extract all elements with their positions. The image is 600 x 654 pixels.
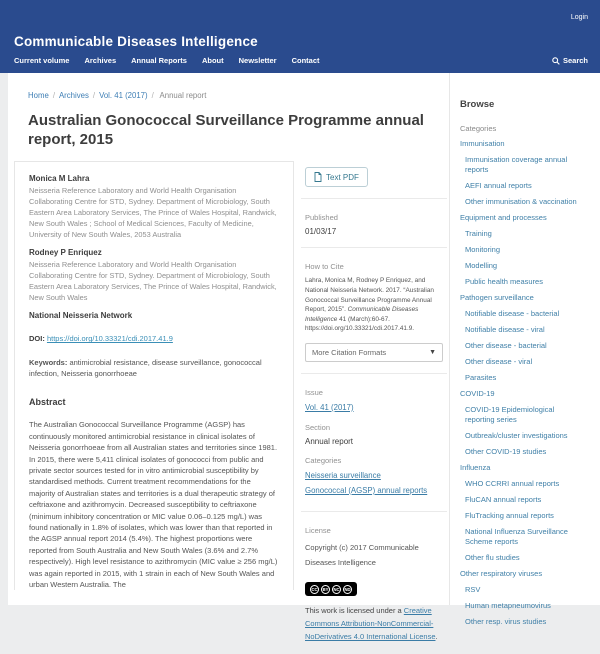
nav-item[interactable]: Newsletter xyxy=(238,56,277,65)
sidebar-category-link[interactable]: Pathogen surveillance xyxy=(460,293,534,302)
doi-row xyxy=(29,334,278,343)
sidebar-category-link[interactable]: Monitoring xyxy=(465,245,501,254)
published-section xyxy=(301,199,447,248)
doi-link[interactable]: https://doi.org/10.33321/cdi.2017.41.9 xyxy=(46,334,173,344)
nav-item[interactable]: Current volume xyxy=(14,56,70,65)
nav-item[interactable]: Archives xyxy=(84,56,117,65)
text-pdf-label: Text PDF xyxy=(326,172,359,182)
section-label: Section xyxy=(305,422,331,432)
sidebar-category-link[interactable]: Influenza xyxy=(460,463,491,472)
how-to-cite-label: How to Cite xyxy=(305,262,344,272)
sidebar-category-link[interactable]: Equipment and processes xyxy=(460,213,547,222)
sidebar-category-link[interactable]: National Influenza Surveillance Scheme reports xyxy=(465,527,568,546)
nav-item[interactable]: Annual Reports xyxy=(131,56,187,65)
author-block xyxy=(29,248,278,303)
cc-symbol-icon: ND xyxy=(344,586,351,592)
sidebar-category-link[interactable]: Other resp. virus studies xyxy=(465,617,547,626)
site-header xyxy=(0,0,600,73)
article-main xyxy=(8,73,449,642)
search-button[interactable] xyxy=(552,56,588,65)
author-block xyxy=(29,174,278,240)
more-citation-formats-label: More Citation Formats xyxy=(312,347,387,357)
browse-heading: Browse xyxy=(460,99,495,110)
breadcrumb-separator: / xyxy=(92,91,96,100)
sidebar-category-link[interactable]: Public health measures xyxy=(465,277,543,286)
cc-license-badge[interactable] xyxy=(305,582,357,596)
sidebar-category-link[interactable]: COVID-19 xyxy=(460,389,495,398)
section-value: Annual report xyxy=(305,436,354,446)
sidebar-categories-label: Categories xyxy=(460,124,497,133)
sidebar-category-link[interactable]: FluTracking annual reports xyxy=(465,511,554,520)
citation-text: Lahra, Monica M, Rodney P Enriquez, and National Neisseria Network. 2017. “Australian Gonococcal Surveillance Programme Annual Report, 2015”. Communicable Diseases Intelligence 41 (March):60-67. https://doi.org/10.33321/cdi.2017.41.9. xyxy=(305,277,434,333)
sidebar-category-link[interactable]: Modelling xyxy=(465,261,498,270)
breadcrumb-separator: / xyxy=(52,91,55,100)
chevron-down-icon: ▼ xyxy=(429,348,436,356)
sidebar-category-link[interactable]: Training xyxy=(465,229,492,238)
more-citation-formats-dropdown[interactable] xyxy=(305,343,443,362)
sidebar-category-link[interactable]: Outbreak/cluster investigations xyxy=(465,431,568,440)
sidebar-category-link[interactable]: Other disease - bacterial xyxy=(465,341,547,350)
category-link[interactable]: Neisseria surveillance xyxy=(305,470,381,480)
license-label: License xyxy=(305,525,331,535)
sidebar-category-link[interactable]: AEFI annual reports xyxy=(465,181,532,190)
nav-item[interactable]: Contact xyxy=(291,56,320,65)
copyright-text: Copyright (c) 2017 Communicable Diseases Intelligence xyxy=(305,542,419,567)
sidebar-category-link[interactable]: Other disease - viral xyxy=(465,357,533,366)
search-icon xyxy=(552,57,560,65)
doi-label: DOI: xyxy=(29,334,45,344)
sidebar-category-link[interactable]: Human metapneumovirus xyxy=(465,601,551,610)
sidebar-category-link[interactable]: Other flu studies xyxy=(465,553,520,562)
search-label: Search xyxy=(562,56,588,65)
keywords-row xyxy=(29,357,278,379)
published-date: 01/03/17 xyxy=(305,227,337,237)
login-link[interactable]: Login xyxy=(570,14,588,21)
author-affiliation: Neisseria Reference Laboratory and World Health Organisation Collaborating Centre for STD, Sydney. Department of Microbiology, South Eastern Area Laboratory Services, The Prince of Wales Hospital, Randwick, New South Wales xyxy=(29,260,277,303)
cc-symbol-icon: NC xyxy=(333,586,340,592)
breadcrumb-separator: / xyxy=(151,91,154,100)
article-details-column xyxy=(301,161,447,654)
how-to-cite-section xyxy=(301,248,447,374)
license-section xyxy=(301,512,447,654)
category-link[interactable]: Gonococcal (AGSP) annual reports xyxy=(305,485,428,495)
group-author: National Neisseria Network xyxy=(29,311,133,321)
sidebar-category-link[interactable]: FluCAN annual reports xyxy=(465,495,542,504)
license-link[interactable]: Creative Commons Attribution-NonCommercial-NoDerivatives 4.0 International License xyxy=(305,606,436,642)
issue-section xyxy=(301,374,447,512)
nav-item[interactable]: About xyxy=(201,56,224,65)
sidebar-category-link[interactable]: COVID-19 Epidemiological reporting series xyxy=(465,405,555,424)
page-title: Australian Gonococcal Surveillance Programme annual report, 2015 xyxy=(28,112,424,149)
sidebar-category-link[interactable]: Immunisation coverage annual reports xyxy=(465,155,568,174)
pdf-file-icon xyxy=(314,172,322,182)
license-statement: This work is licensed under a Creative Commons Attribution-NonCommercial-NoDerivatives 4.0 International License. xyxy=(305,606,438,642)
text-pdf-button[interactable] xyxy=(305,167,368,187)
sidebar-category-link[interactable]: Notifiable disease - viral xyxy=(465,325,545,334)
sidebar-category-list xyxy=(460,139,592,627)
breadcrumb-link[interactable]: Home xyxy=(28,91,49,100)
cc-symbol-icon: BY xyxy=(322,586,329,592)
issue-label: Issue xyxy=(305,387,323,397)
site-title[interactable]: Communicable Diseases Intelligence xyxy=(14,34,258,49)
sidebar-category-link[interactable]: Immunisation xyxy=(460,139,505,148)
sidebar-category-link[interactable]: RSV xyxy=(465,585,481,594)
sidebar-category-link[interactable]: Other immunisation & vaccination xyxy=(465,197,577,206)
sidebar-category-link[interactable]: Parasites xyxy=(465,373,497,382)
sidebar-category-link[interactable]: Other respiratory viruses xyxy=(460,569,543,578)
categories-label: Categories xyxy=(305,455,342,465)
browse-sidebar xyxy=(449,73,600,626)
sidebar-category-link[interactable]: Notifiable disease - bacterial xyxy=(465,309,560,318)
abstract-text: The Australian Gonococcal Surveillance Programme (AGSP) has continuously monitored antimicrobial resistance in clinical isolates of Neisseria gonorrhoeae from all Australian states and territories since 1981. In 2015, there were 5,411 clinical isolates of gonococci from public and private sector sources tested for in vitro antimicrobial susceptibility by standardised methods. Current treatment recommendations for the majority of Australian states and territories is a dual therapeutic strategy of ceftriaxone and azithromycin. Decreased susceptibility to ceftriaxone (minimum inhibitory concentration or MIC value 0.06–0.125 mg/L) was found nationally in 1.8% of isolates, which was lower than that reported in the AGSP annual report 2014 (5.4%). The highest proportions were reported from South Australia and New South Wales (3.6% and 2.7% respectively). High level resistance to azithromycin (MIC value ≥ 256 mg/L) was again reported in 2015, with 1 strain in each of New South Wales and urban Western Australia. The xyxy=(29,420,278,590)
main-nav xyxy=(0,56,600,73)
author-name: Monica M Lahra xyxy=(29,174,90,184)
abstract-heading: Abstract xyxy=(29,397,66,408)
sidebar-category-link[interactable]: WHO CCRRI annual reports xyxy=(465,479,560,488)
cc-symbol-icon: CC xyxy=(311,586,318,592)
breadcrumb-current: Annual report xyxy=(159,91,207,100)
author-affiliation: Neisseria Reference Laboratory and World Health Organisation Collaborating Centre for STD, Sydney. Department of Microbiology, South Eastern Area Laboratory Services, The Prince of Wales Hospital, Randwick, New South Wales ; School of Medical Sciences, Faculty of Medicine, University of New South Wales, 2053 Australia xyxy=(29,186,277,240)
published-label: Published xyxy=(305,213,338,223)
author-name: Rodney P Enriquez xyxy=(29,248,102,258)
sidebar-category-link[interactable]: Other COVID-19 studies xyxy=(465,447,547,456)
breadcrumb-link[interactable]: Vol. 41 (2017) xyxy=(99,91,148,100)
pdf-section xyxy=(301,161,447,199)
article-meta-card xyxy=(14,161,294,590)
breadcrumb xyxy=(8,73,449,100)
issue-link[interactable]: Vol. 41 (2017) xyxy=(305,402,354,412)
keywords-label: Keywords: xyxy=(29,358,68,368)
breadcrumb-link[interactable]: Archives xyxy=(58,91,89,100)
keywords-text: antimicrobial resistance, disease surveillance, gonococcal infection, Neisseria gonorrhoeae xyxy=(29,358,262,379)
